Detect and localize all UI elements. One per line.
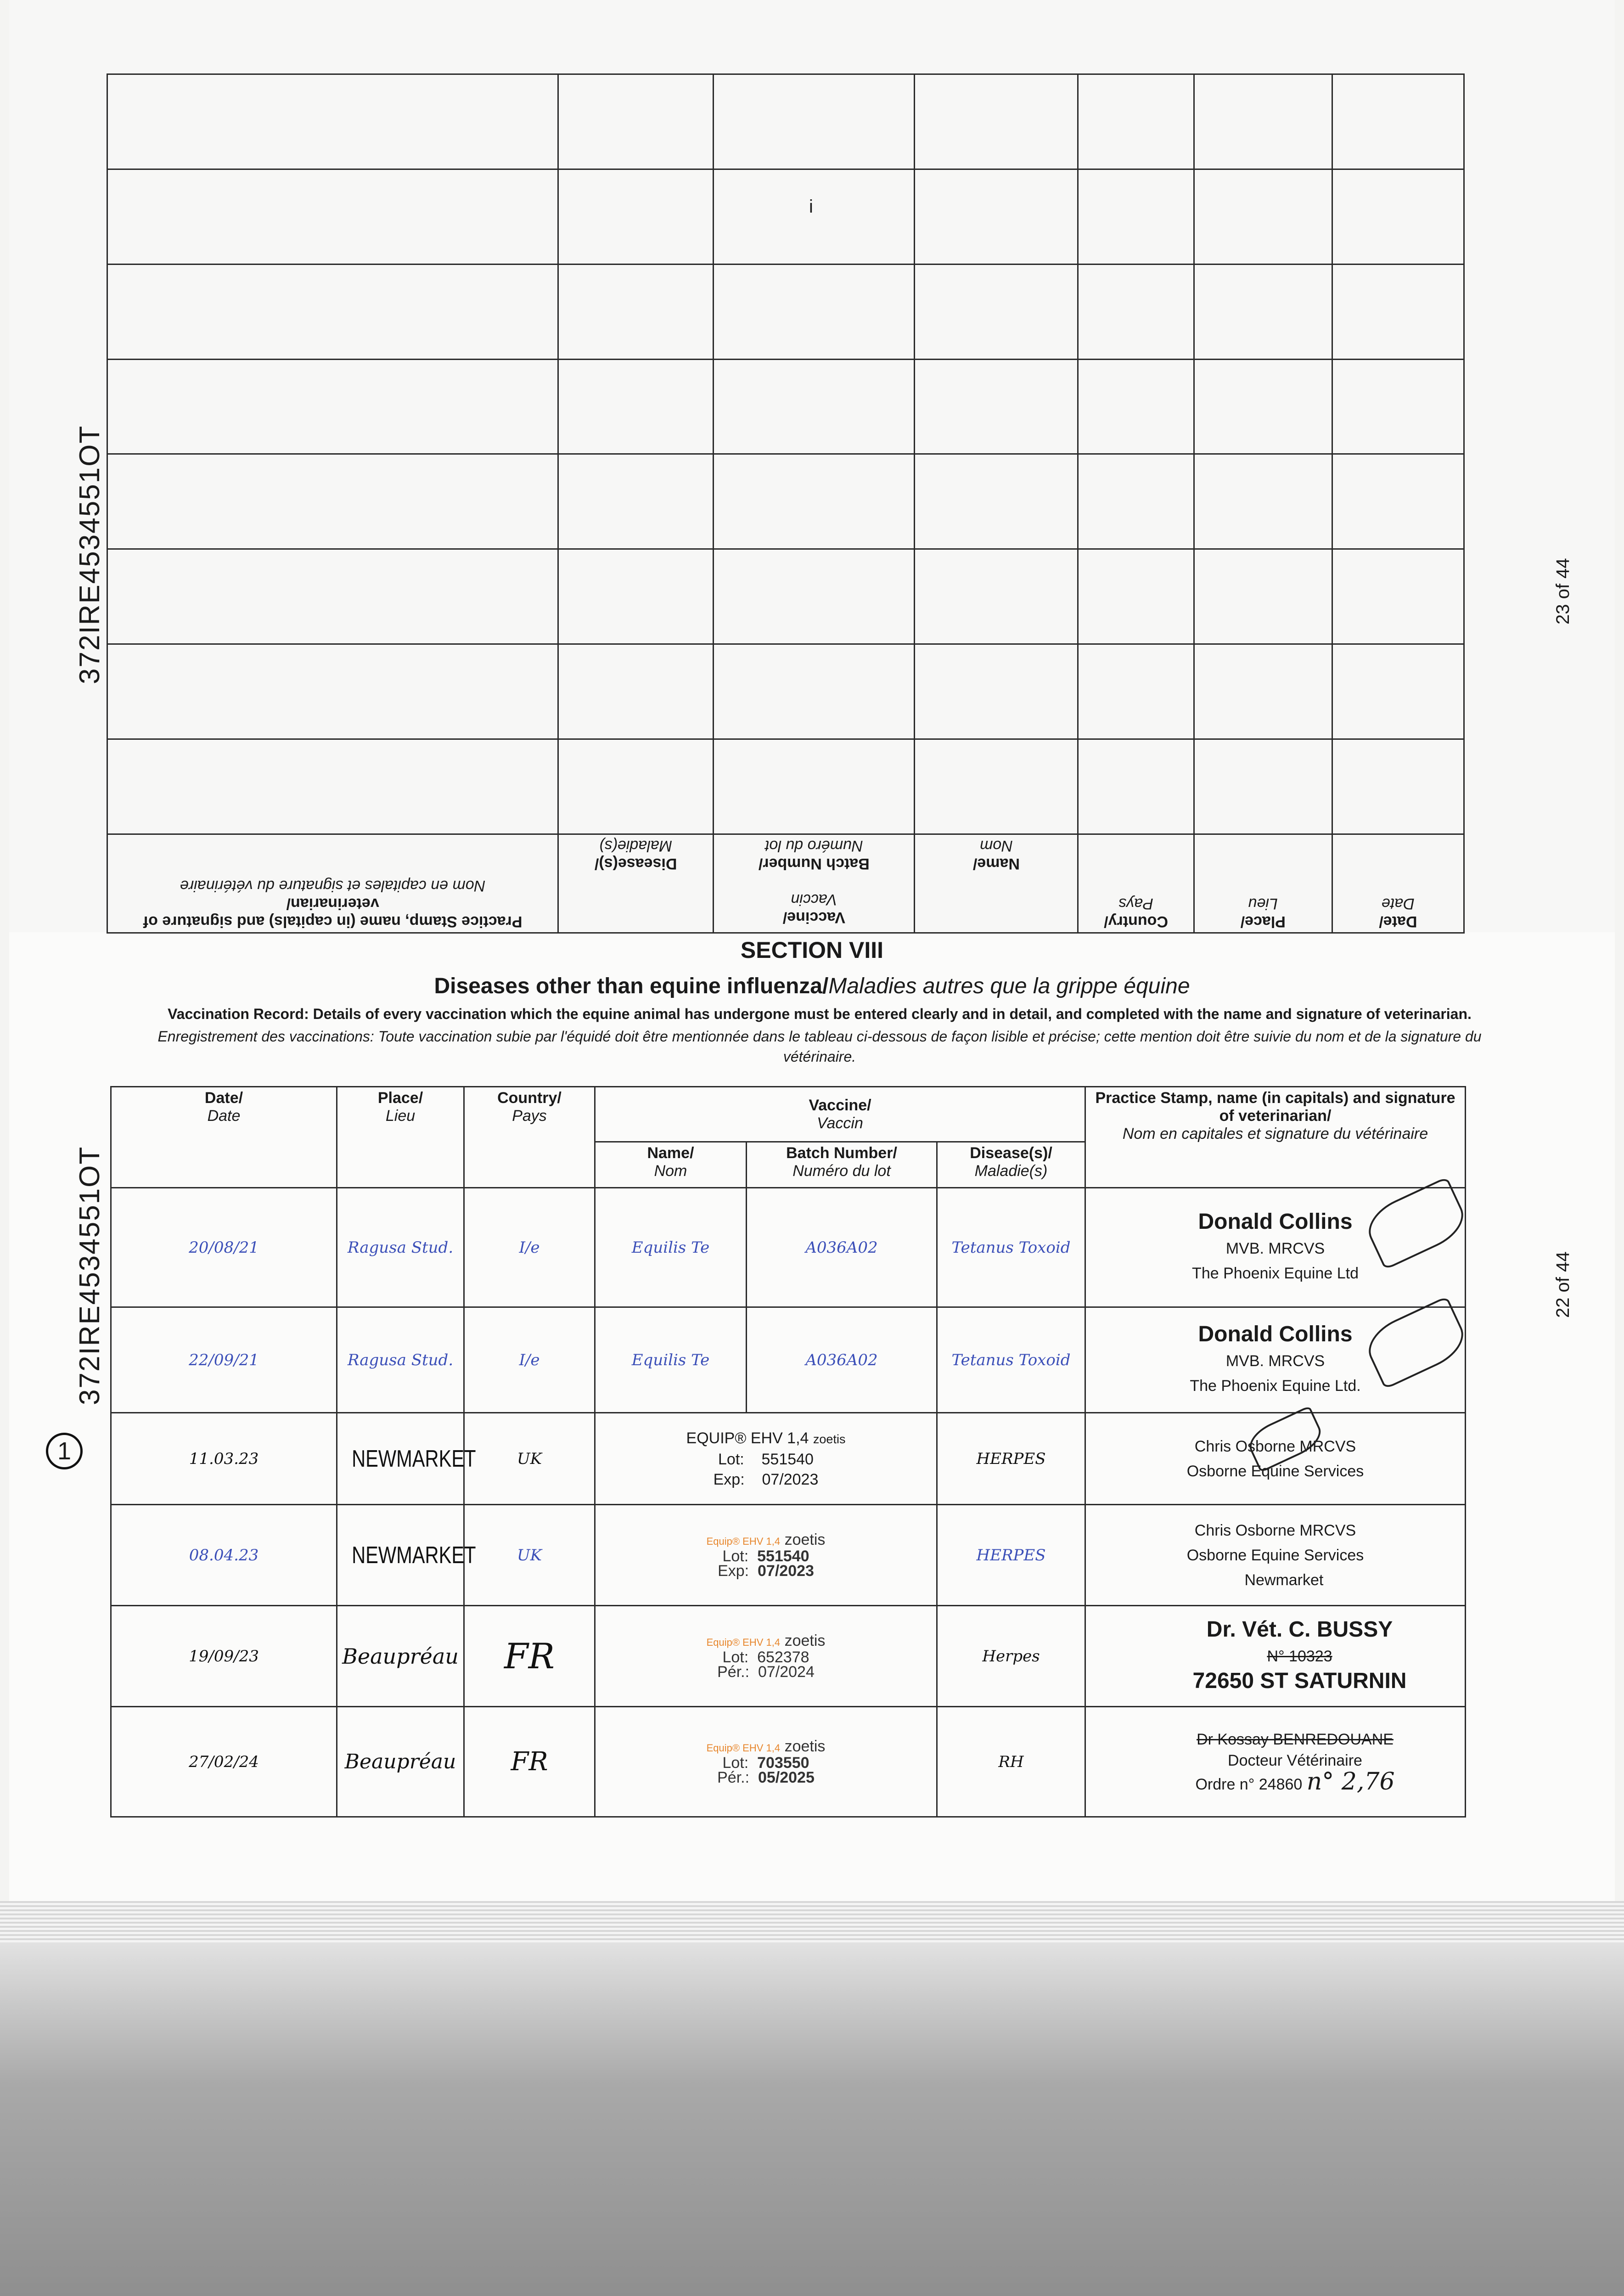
header-disease: Disease(s)/ Maladie(s) <box>937 1142 1085 1188</box>
country-cell: FR <box>464 1707 595 1817</box>
country-cell: I/e <box>464 1188 595 1307</box>
place-cell: Beaupréau <box>337 1707 464 1817</box>
header-disease: Disease(s)/ Maladie(s) <box>558 834 714 933</box>
instructions-en: Vaccination Record: Details of every vaccination which the equine animal has undergone must be entered clearly and in detail, and completed with the name and signature of veterinarian. <box>168 1006 1472 1022</box>
page-edge <box>0 1901 1624 1947</box>
country-cell: FR <box>464 1606 595 1707</box>
passport-id-top: 372IRE4534551OT <box>74 425 106 684</box>
place-cell: NEWMARKET <box>349 1505 451 1606</box>
vaccine-label-sticker: Equip® EHV 1,4 zoetis Lot: 652378 Pér.: 07/2024 <box>595 1606 937 1707</box>
vet-stamp: Dr. Vét. C. BUSSY N° 10323 72650 ST SATURNIN <box>1085 1606 1466 1707</box>
upside-down-vaccination-table <box>107 73 1465 934</box>
header-batch: Vaccine/ Vaccin Batch Number/ Numéro du lot <box>714 834 915 933</box>
disease-cell: RH <box>937 1707 1085 1817</box>
vaccine-label-sticker: Equip® EHV 1,4 zoetis Lot: 703550 Pér.: 05/2025 <box>595 1707 937 1817</box>
header-batch: Batch Number/ Numéro du lot <box>747 1142 937 1188</box>
vaccine-label-sticker: EQUIP® EHV 1,4 zoetis Lot: 551540 Exp: 07/2023 <box>595 1413 937 1505</box>
vet-stamp: Chris Osborne MRCVS Osborne Equine Services Newmarket <box>1085 1505 1466 1606</box>
disease-cell: Tetanus Toxoid <box>937 1188 1085 1307</box>
date-cell: 19/09/23 <box>111 1606 337 1707</box>
header-place: Place/ Lieu <box>337 1087 464 1188</box>
table-row <box>111 1307 1466 1413</box>
page-number-bottom: 22 of 44 <box>1553 1251 1573 1318</box>
table-row <box>111 1707 1466 1817</box>
date-cell: 22/09/21 <box>111 1307 337 1413</box>
scanner-background <box>0 1942 1624 2296</box>
vet-stamp: Chris Osborne MRCVS Osborne Equine Services <box>1085 1413 1466 1505</box>
pen-mark: i <box>809 197 813 217</box>
date-cell: 20/08/21 <box>111 1188 337 1307</box>
place-cell: Ragusa Stud. <box>337 1307 464 1413</box>
header-stamp: Practice Stamp, name (in capitals) and signature of veterinarian/ Nom en capitales et signature du vétérinaire <box>1085 1087 1466 1188</box>
disease-cell: HERPES <box>937 1413 1085 1505</box>
disease-cell: Tetanus Toxoid <box>937 1307 1085 1413</box>
header-date: Date/ Date <box>1332 834 1464 933</box>
vet-stamp: Donald Collins MVB. MRCVS The Phoenix Equine Ltd. <box>1085 1307 1466 1413</box>
table-row <box>111 1505 1466 1606</box>
batch-cell: A036A02 <box>747 1188 937 1307</box>
date-cell: 08.04.23 <box>111 1505 337 1606</box>
page-number-top: 23 of 44 <box>1553 558 1573 625</box>
header-country: Country/ Pays <box>464 1087 595 1188</box>
header-name: Name/ Nom <box>915 834 1078 933</box>
batch-cell: A036A02 <box>747 1307 937 1413</box>
header-country: Country/ Pays <box>1078 834 1194 933</box>
vaccine-label-sticker: Equip® EHV 1,4 zoetis Lot: 551540 Exp: 07/2023 <box>595 1505 937 1606</box>
disease-cell: Herpes <box>937 1606 1085 1707</box>
circled-number: 1 <box>46 1433 83 1469</box>
header-date: Date/ Date <box>111 1087 337 1188</box>
country-cell: UK <box>464 1505 595 1606</box>
header-name: Name/ Nom <box>595 1142 747 1188</box>
section-title: SECTION VIII <box>740 937 884 963</box>
date-cell: 11.03.23 <box>111 1413 337 1505</box>
header-stamp: Practice Stamp, name (in capitals) and signature of veterinarian/ Nom en capitales et signature du vétérinaire <box>107 834 558 933</box>
place-cell: NEWMARKET <box>349 1413 451 1505</box>
section-subtitle: Diseases other than equine influenza/Maladies autres que la grippe équine <box>434 974 1190 998</box>
country-cell: UK <box>464 1413 595 1505</box>
header-vaccine: Vaccine/ Vaccin <box>595 1087 1085 1142</box>
vet-stamp: Dr Kossay BENREDOUANE Docteur Vétérinaire Ordre n° 24860 n° 2,76 <box>1085 1707 1466 1817</box>
header-place: Place/ Lieu <box>1194 834 1332 933</box>
date-cell: 27/02/24 <box>111 1707 337 1817</box>
place-cell: Ragusa Stud. <box>337 1188 464 1307</box>
place-cell: Beaupréau <box>337 1606 464 1707</box>
passport-id-bottom: 372IRE4534551OT <box>74 1146 106 1405</box>
vet-stamp: Donald Collins MVB. MRCVS The Phoenix Equine Ltd <box>1085 1188 1466 1307</box>
table-row <box>111 1188 1466 1307</box>
disease-cell: HERPES <box>937 1505 1085 1606</box>
vaccine-name-cell: Equilis Te <box>595 1188 747 1307</box>
country-cell: I/e <box>464 1307 595 1413</box>
instructions-fr: Enregistrement des vaccinations: Toute vaccination subie par l'équidé doit être mentionnée dans le tableau ci-dessous de façon lisible et précise; cette mention doit être suivie du nom et de la signature du vétérinaire. <box>157 1028 1482 1065</box>
vaccine-name-cell: Equilis Te <box>595 1307 747 1413</box>
table-row <box>111 1606 1466 1707</box>
